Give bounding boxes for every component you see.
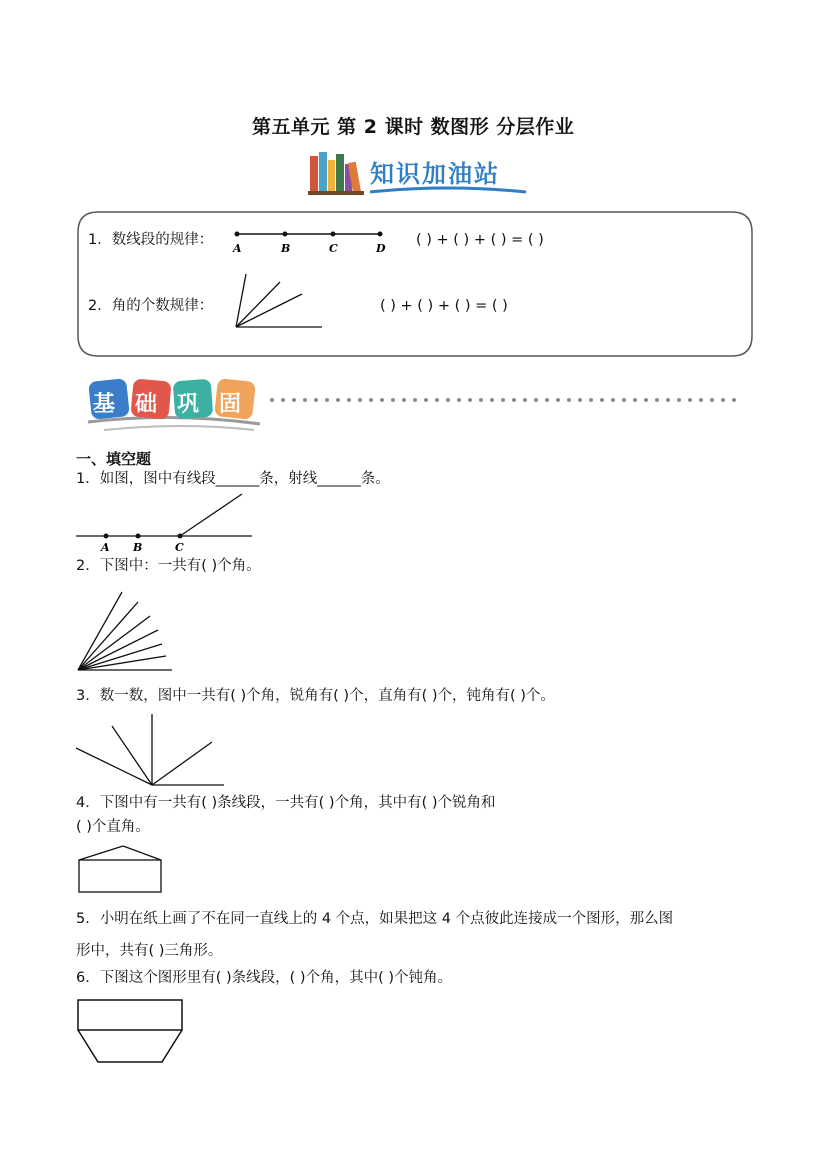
q6-figure bbox=[76, 996, 186, 1068]
q3-figure bbox=[76, 712, 226, 788]
rule2-angle-figure bbox=[234, 272, 326, 330]
point-label: B bbox=[281, 242, 291, 255]
question-2: 2．下图中：一共有( )个角。 bbox=[76, 558, 261, 574]
basics-char-2: 础 bbox=[135, 392, 158, 417]
point-label: D bbox=[376, 242, 386, 255]
page-title: 第五单元 第 2 课时 数图形 分层作业 bbox=[252, 116, 575, 138]
point-label: B bbox=[133, 541, 143, 554]
q2-figure bbox=[76, 590, 176, 674]
banner-underline bbox=[368, 184, 528, 196]
rule1-segment-figure bbox=[230, 226, 390, 256]
point-label: A bbox=[233, 242, 242, 255]
q1-figure bbox=[76, 490, 256, 556]
point-label: A bbox=[101, 541, 110, 554]
books-icon bbox=[308, 150, 364, 196]
q4-figure bbox=[76, 843, 166, 895]
rule1-formula: ( ) + ( ) + ( ) = ( ) bbox=[416, 232, 544, 248]
basics-char-4: 固 bbox=[219, 392, 242, 417]
dotted-divider bbox=[270, 396, 740, 404]
section-heading: 一、填空题 bbox=[76, 450, 152, 468]
question-4-line-1: 4．下图中有一共有( )条线段，一共有( )个角，其中有( )个锐角和 bbox=[76, 795, 496, 811]
point-label: C bbox=[329, 242, 338, 255]
question-4-line-2: ( )个直角。 bbox=[76, 819, 150, 835]
question-3: 3．数一数，图中一共有( )个角，锐角有( )个，直角有( )个，钝角有( )个。 bbox=[76, 688, 555, 704]
knowledge-banner-title: 知识加油站 bbox=[370, 160, 500, 188]
question-5-line-2: 形中，共有( )三角形。 bbox=[76, 943, 223, 959]
rule2-formula: ( ) + ( ) + ( ) = ( ) bbox=[380, 298, 508, 314]
basics-char-3: 巩 bbox=[177, 392, 200, 417]
rule1-label: 1．数线段的规律： bbox=[88, 232, 214, 248]
rule2-label: 2．角的个数规律： bbox=[88, 298, 214, 314]
question-6: 6．下图这个图形里有( )条线段，( )个角，其中( )个钝角。 bbox=[76, 970, 452, 986]
question-1: 1．如图，图中有线段______条，射线______条。 bbox=[76, 471, 390, 487]
basics-char-1: 基 bbox=[93, 392, 116, 417]
question-5-line-1: 5．小明在纸上画了不在同一直线上的 4 个点，如果把这 4 个点彼此连接成一个图形，那么图 bbox=[76, 911, 674, 927]
point-label: C bbox=[175, 541, 184, 554]
